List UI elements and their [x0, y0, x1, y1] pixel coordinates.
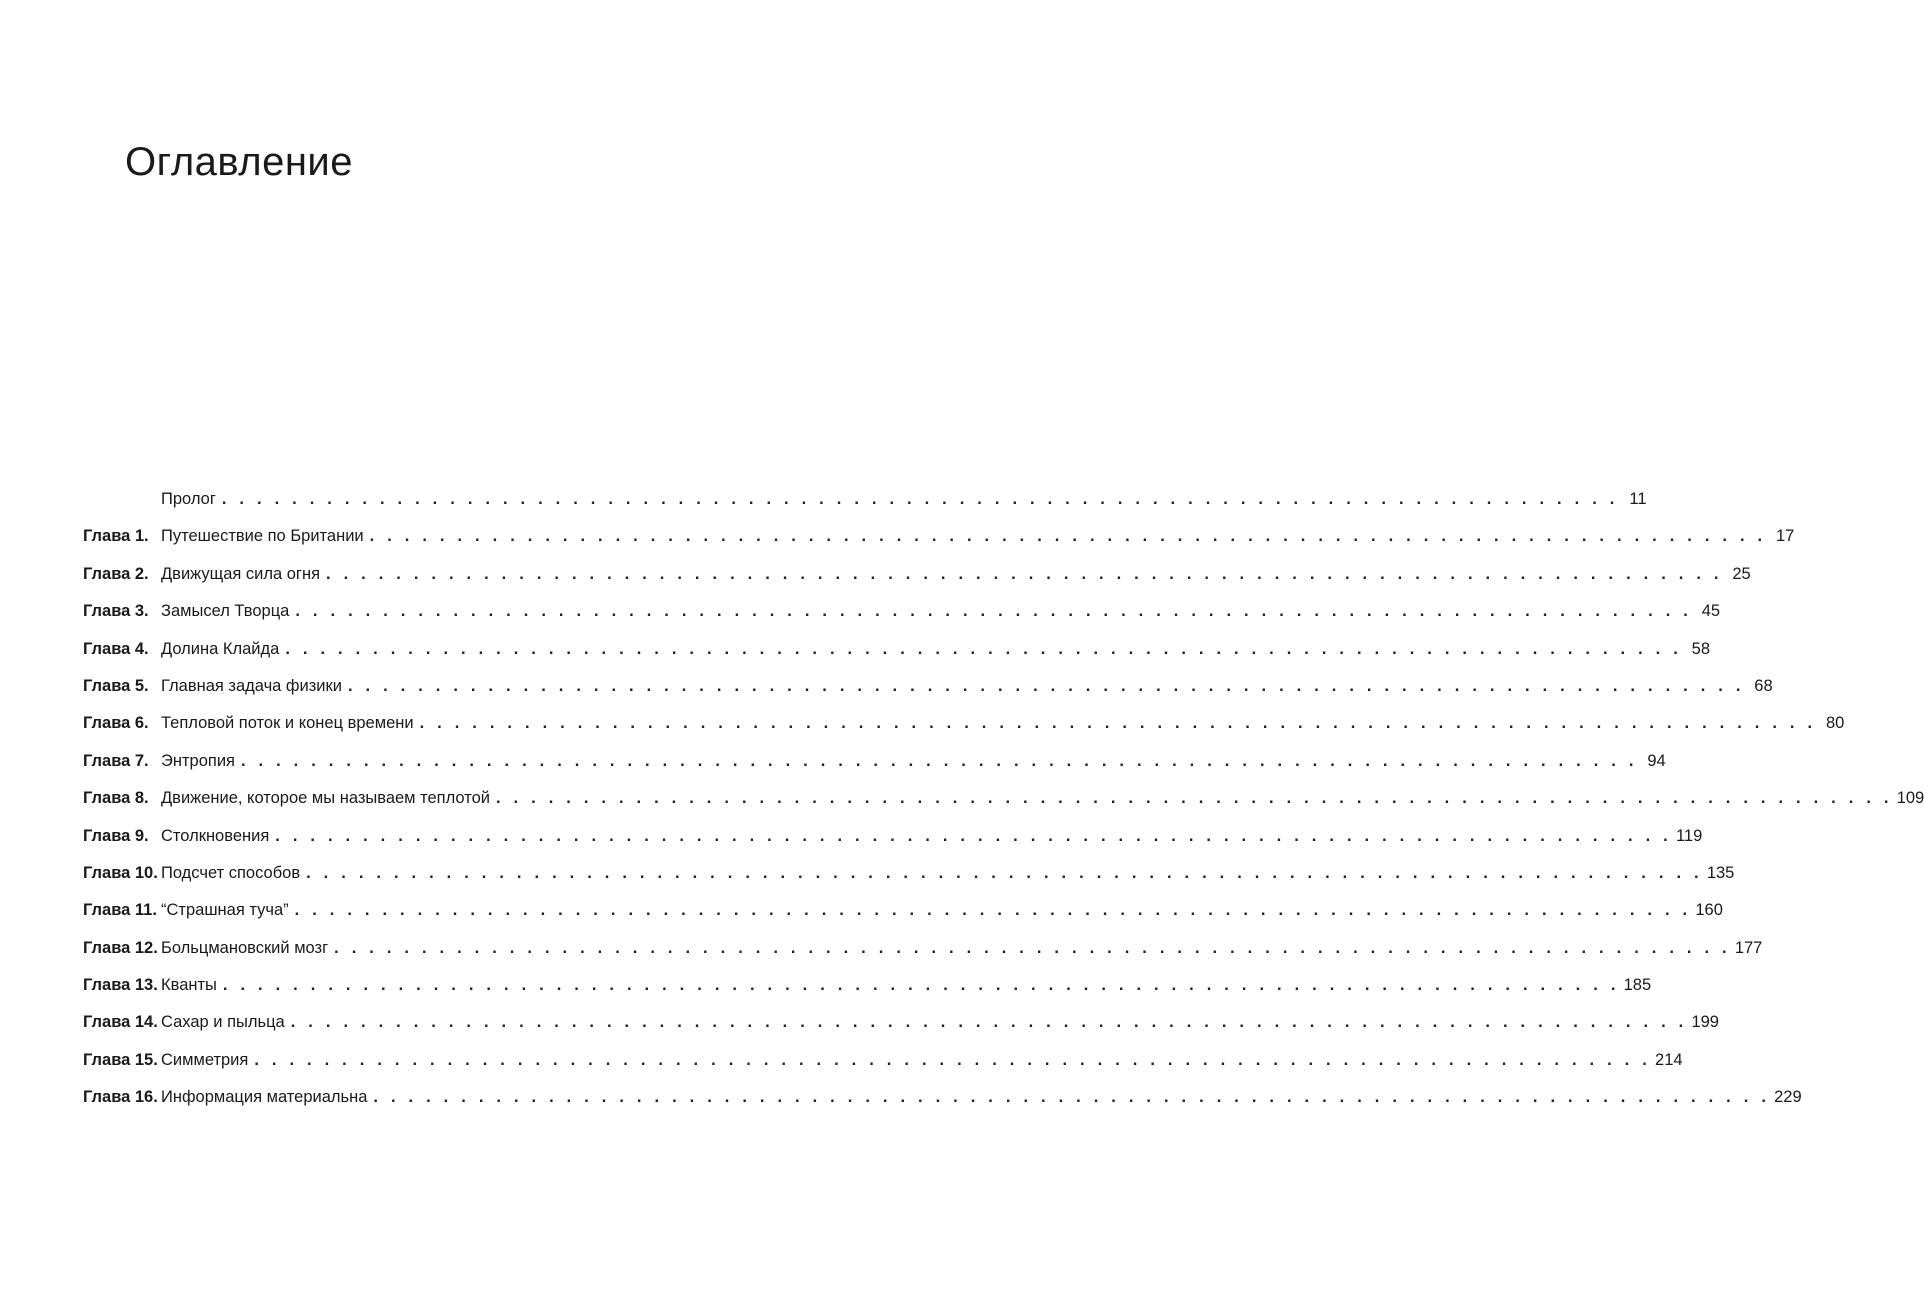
- toc-dot-leader: . . . . . . . . . . . . . . . . . . . . . . . . . . . . . . . . . . . . . . . . . . . . . . . . . . . . . . . . . . . . . . . . . . . . . . . . . . . . . . . .: [369, 527, 1767, 546]
- toc-chapter-title: Путешествие по Британии: [161, 527, 364, 546]
- toc-chapter-label: Глава 1.: [83, 527, 149, 546]
- toc-chapter-title: Движущая сила огня: [161, 564, 320, 583]
- toc-page-number: 119: [1675, 826, 1703, 845]
- toc-chapter-title: Больцмановский мозг: [161, 938, 329, 957]
- toc-dot-leader: . . . . . . . . . . . . . . . . . . . . . . . . . . . . . . . . . . . . . . . . . . . . . . . . . . . . . . . . . . . . . . . . . . . . . . . . . . . . . . . .: [285, 639, 1683, 658]
- toc-chapter-title: Замысел Творца: [161, 602, 290, 621]
- toc-page-number: 160: [1695, 901, 1723, 920]
- toc-entry[interactable]: [83, 1050, 1683, 1088]
- toc-chapter-title: Информация материальна: [161, 1088, 368, 1107]
- toc-entry[interactable]: [83, 1088, 1802, 1125]
- toc-dot-leader: . . . . . . . . . . . . . . . . . . . . . . . . . . . . . . . . . . . . . . . . . . . . . . . . . . . . . . . . . . . . . . . . . . . . . . . . . . . . . . . .: [347, 676, 1745, 695]
- toc-chapter-label: Глава 5.: [83, 676, 149, 695]
- toc-page-number: 185: [1623, 976, 1652, 995]
- page-title: Оглавление: [125, 140, 354, 184]
- toc-page-number: 94: [1647, 751, 1666, 770]
- toc-chapter-label: Глава 12.: [83, 938, 158, 957]
- toc-entry[interactable]: [83, 751, 1666, 789]
- toc-entry[interactable]: [83, 564, 1751, 602]
- toc-page-number: 229: [1774, 1088, 1802, 1107]
- toc-page-number: 199: [1691, 1013, 1719, 1032]
- toc-entry[interactable]: [83, 826, 1703, 864]
- toc-page-number: 68: [1754, 676, 1773, 695]
- toc-dot-leader: . . . . . . . . . . . . . . . . . . . . . . . . . . . . . . . . . . . . . . . . . . . . . . . . . . . . . . . . . . . . . . . . . . . . . . . . . . . . . . . .: [306, 863, 1703, 882]
- toc-chapter-title: “Страшная туча”: [161, 901, 289, 920]
- toc-page-number: 58: [1691, 639, 1711, 658]
- toc-entry[interactable]: [83, 1013, 1719, 1050]
- toc-chapter-label: Глава 16.: [83, 1088, 158, 1107]
- toc-dot-leader: . . . . . . . . . . . . . . . . . . . . . . . . . . . . . . . . . . . . . . . . . . . . . . . . . . . . . . . . . . . . . . . . . . . . . . . . . . . . . . . .: [221, 490, 1619, 508]
- toc-entry[interactable]: [83, 676, 1773, 714]
- toc-chapter-label: Глава 2.: [83, 564, 149, 583]
- toc-chapter-title: Подсчет способов: [161, 863, 301, 882]
- toc-page-number: 25: [1732, 564, 1751, 583]
- toc-page-number: 214: [1655, 1050, 1683, 1069]
- toc-chapter-title: Кванты: [161, 976, 217, 995]
- toc-dot-leader: . . . . . . . . . . . . . . . . . . . . . . . . . . . . . . . . . . . . . . . . . . . . . . . . . . . . . . . . . . . . . . . . . . . . . . . . . . . . . . . .: [294, 901, 1692, 920]
- toc-chapter-label: Глава 11.: [83, 901, 157, 920]
- toc-chapter-label: Глава 10.: [83, 863, 158, 882]
- toc-chapter-title: Сахар и пыльца: [161, 1013, 285, 1032]
- toc-page-number: 80: [1825, 714, 1845, 733]
- toc-chapter-label: Глава 4.: [83, 639, 149, 658]
- toc-chapter-label: Глава 15.: [83, 1050, 158, 1069]
- toc-chapter-title: Пролог: [161, 490, 216, 508]
- toc-dot-leader: . . . . . . . . . . . . . . . . . . . . . . . . . . . . . . . . . . . . . . . . . . . . . . . . . . . . . . . . . . . . . . . . . . . . . . . . . . . . . . . .: [326, 564, 1723, 583]
- toc-dot-leader: . . . . . . . . . . . . . . . . . . . . . . . . . . . . . . . . . . . . . . . . . . . . . . . . . . . . . . . . . . . . . . . . . . . . . . . . . . . . . . . .: [373, 1088, 1771, 1107]
- toc-entry[interactable]: [83, 602, 1721, 639]
- toc-dot-leader: . . . . . . . . . . . . . . . . . . . . . . . . . . . . . . . . . . . . . . . . . . . . . . . . . . . . . . . . . . . . . . . . . . . . . . . . . . . . . . . .: [495, 789, 1893, 808]
- toc-entry[interactable]: [83, 976, 1652, 1013]
- toc-chapter-label: Глава 13.: [83, 976, 158, 995]
- toc-dot-leader: . . . . . . . . . . . . . . . . . . . . . . . . . . . . . . . . . . . . . . . . . . . . . . . . . . . . . . . . . . . . . . . . . . . . . . . . . . . . . . . .: [254, 1050, 1652, 1069]
- toc-chapter-label: Глава 6.: [83, 714, 149, 733]
- table-of-contents: [83, 490, 1924, 1126]
- toc-chapter-title: Энтропия: [161, 751, 235, 770]
- toc-page-number: 17: [1775, 527, 1795, 546]
- toc-chapter-label: Глава 9.: [83, 826, 149, 845]
- toc-page-number: 109: [1896, 789, 1924, 808]
- toc-chapter-label: Глава 3.: [83, 602, 149, 621]
- toc-chapter-title: Симметрия: [161, 1050, 249, 1069]
- toc-dot-leader: . . . . . . . . . . . . . . . . . . . . . . . . . . . . . . . . . . . . . . . . . . . . . . . . . . . . . . . . . . . . . . . . . . . . . . . . . . . . . . . .: [240, 751, 1638, 770]
- toc-chapter-title: Главная задача физики: [161, 676, 342, 695]
- toc-chapter-title: Долина Клайда: [161, 639, 280, 658]
- toc-chapter-title: Движение, которое мы называем теплотой: [161, 789, 490, 808]
- toc-dot-leader: . . . . . . . . . . . . . . . . . . . . . . . . . . . . . . . . . . . . . . . . . . . . . . . . . . . . . . . . . . . . . . . . . . . . . . . . . . . . . . . .: [295, 602, 1693, 621]
- toc-chapter-label: Глава 7.: [83, 751, 149, 770]
- toc-chapter-label: Глава 14.: [83, 1013, 158, 1032]
- toc-entry[interactable]: [83, 490, 1647, 527]
- toc-entry[interactable]: [83, 639, 1711, 677]
- toc-chapter-label: Глава 8.: [83, 789, 149, 808]
- toc-dot-leader: . . . . . . . . . . . . . . . . . . . . . . . . . . . . . . . . . . . . . . . . . . . . . . . . . . . . . . . . . . . . . . . . . . . . . . . . . . . . . . . .: [275, 826, 1672, 845]
- toc-entry[interactable]: [83, 789, 1924, 826]
- toc-page-number: 11: [1629, 490, 1647, 508]
- toc-page-number: 135: [1706, 863, 1735, 882]
- toc-dot-leader: . . . . . . . . . . . . . . . . . . . . . . . . . . . . . . . . . . . . . . . . . . . . . . . . . . . . . . . . . . . . . . . . . . . . . . . . . . . . . . . .: [222, 976, 1620, 995]
- toc-entry[interactable]: [83, 714, 1845, 751]
- toc-dot-leader: . . . . . . . . . . . . . . . . . . . . . . . . . . . . . . . . . . . . . . . . . . . . . . . . . . . . . . . . . . . . . . . . . . . . . . . . . . . . . . . .: [419, 714, 1817, 733]
- toc-chapter-title: Тепловой поток и конец времени: [161, 714, 414, 733]
- toc-entry[interactable]: [83, 901, 1723, 938]
- toc-page-number: 177: [1734, 938, 1763, 957]
- toc-dot-leader: . . . . . . . . . . . . . . . . . . . . . . . . . . . . . . . . . . . . . . . . . . . . . . . . . . . . . . . . . . . . . . . . . . . . . . . . . . . . . . . .: [290, 1013, 1688, 1032]
- toc-page-number: 45: [1701, 602, 1721, 621]
- toc-dot-leader: . . . . . . . . . . . . . . . . . . . . . . . . . . . . . . . . . . . . . . . . . . . . . . . . . . . . . . . . . . . . . . . . . . . . . . . . . . . . . . . .: [334, 938, 1731, 957]
- toc-entry[interactable]: [83, 863, 1735, 901]
- toc-entry[interactable]: [83, 938, 1763, 976]
- toc-chapter-title: Столкновения: [161, 826, 270, 845]
- toc-entry[interactable]: [83, 527, 1795, 564]
